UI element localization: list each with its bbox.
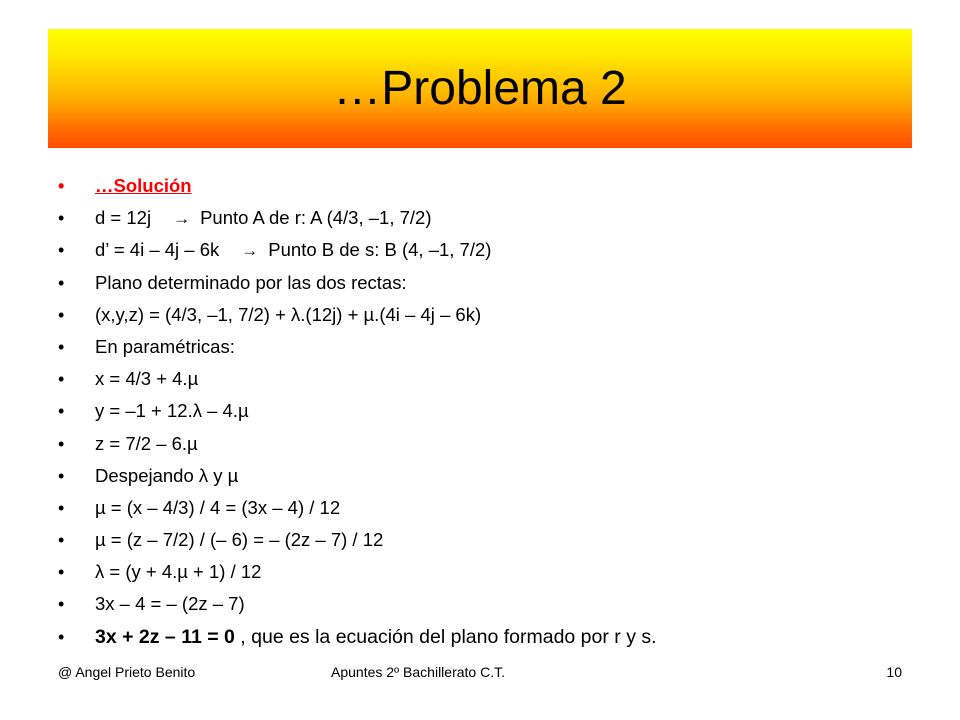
slide-title: …Problema 2 [333,62,627,115]
bullet-icon: • [58,594,65,615]
list-item [58,588,918,620]
bullet-icon: • [58,272,65,293]
solution-heading: …Solución [95,175,192,196]
list-item [58,460,918,492]
list-item-text: En paramétricas: [95,335,235,357]
title-banner [48,29,912,148]
list-item [58,428,918,460]
bullet-icon: • [58,208,65,229]
list-item-text: µ = (z – 7/2) / (– 6) = – (2z – 7) / 12 [95,529,384,551]
list-item [58,492,918,524]
list-item-text: µ = (x – 4/3) / 4 = (3x – 4) / 12 [95,496,341,518]
direction-vector-d: d = 12j [95,207,152,229]
direction-vector-d-prime: d’ = 4i – 4j – 6k [95,239,220,261]
bullet-icon: • [58,626,65,647]
bullet-icon: • [58,433,65,454]
list-item-text: Despejando λ y µ [95,464,239,486]
footer-page-number: 10 [886,664,902,680]
list-item [58,524,918,556]
bullet-icon: • [58,240,65,261]
footer-author: @ Angel Prieto Benito [58,664,196,680]
plane-equation: 3x + 2z – 11 = 0 [95,625,235,648]
list-item-text: z = 7/2 – 6.µ [95,432,198,454]
right-arrow-icon: → [241,241,259,261]
bullet-icon: • [58,401,65,422]
bullet-icon: • [58,497,65,518]
list-item-text: Plano determinado por las dos rectas: [95,271,407,293]
point-a: Punto A de r: A (4/3, –1, 7/2) [200,207,432,229]
bullet-icon: • [58,304,65,325]
list-item-text: , que es la ecuación del plano formado por r y s. [234,625,657,648]
list-item [58,267,918,299]
right-arrow-icon: → [173,209,191,229]
list-item-text: 3x – 4 = – (2z – 7) [95,593,245,615]
list-item-text: λ = (y + 4.µ + 1) / 12 [95,561,262,583]
list-item [58,202,918,234]
footer-course: Apuntes 2º Bachillerato C.T. [331,664,505,680]
list-item [58,621,918,653]
list-item [58,234,918,266]
list-item [58,170,918,202]
point-b: Punto B de s: B (4, –1, 7/2) [268,239,492,261]
bullet-icon: • [58,369,65,390]
list-item-text: x = 4/3 + 4.µ [95,368,199,390]
list-item-text: (x,y,z) = (4/3, –1, 7/2) + λ.(12j) + µ.(4i – 4j – 6k) [95,303,482,325]
list-item [58,331,918,363]
list-item-text: y = –1 + 12.λ – 4.µ [95,400,249,422]
list-item [58,299,918,331]
list-item [58,363,918,395]
bullet-icon: • [58,562,65,583]
bullet-icon: • [58,465,65,486]
list-item [58,556,918,588]
bullet-icon: • [58,530,65,551]
bullet-list [58,170,918,653]
list-item [58,395,918,427]
bullet-icon: • [58,336,65,357]
bullet-icon: • [58,176,65,196]
